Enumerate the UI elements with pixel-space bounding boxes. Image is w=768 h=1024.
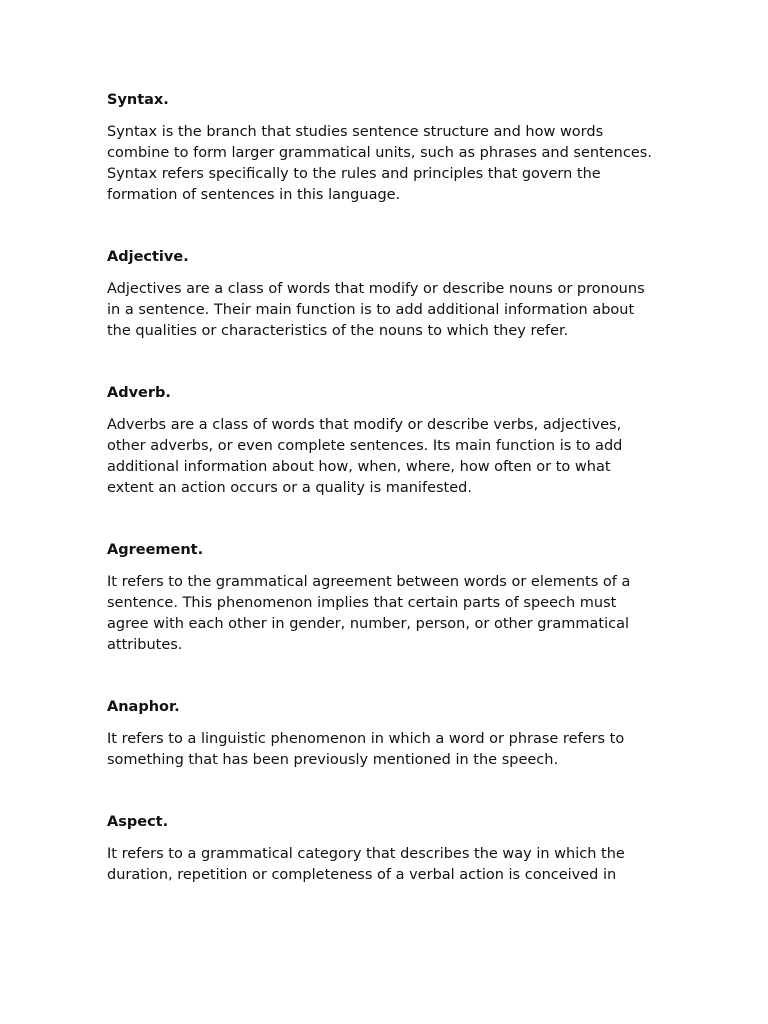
term-definition: Syntax is the branch that studies sentence structure and how words combine to form larger grammatical units, such as phrases and sentences. Syntax refers specifically to the rules and principles that govern the formation of sentences in this language. — [107, 124, 652, 203]
term-definition: It refers to a grammatical category that describes the way in which the duration, repetition or completeness of a verbal action is conceived in — [107, 846, 625, 883]
glossary-entry-anaphor — [107, 697, 657, 771]
glossary-entry-agreement — [107, 540, 657, 656]
term-heading: Adjective. — [107, 249, 189, 265]
glossary-entry-syntax — [107, 90, 657, 206]
glossary-entry-aspect — [107, 812, 657, 886]
term-heading: Aspect. — [107, 814, 169, 830]
term-definition: It refers to a linguistic phenomenon in which a word or phrase refers to something that has been previously mentioned in the speech. — [107, 731, 625, 768]
term-definition: Adverbs are a class of words that modify or describe verbs, adjectives, other adverbs, or even complete sentences. Its main function is to add additional information about how, when, where, how often or to what extent an action occurs or a quality is manifested. — [107, 417, 623, 496]
term-definition: It refers to the grammatical agreement between words or elements of a sentence. This phenomenon implies that certain parts of speech must agree with each other in gender, number, person, or other grammatical attributes. — [107, 574, 631, 653]
term-heading: Agreement. — [107, 542, 204, 558]
term-definition: Adjectives are a class of words that modify or describe nouns or pronouns in a sentence. Their main function is to add additional information about the qualities or characteristics of the nouns to which they refer. — [107, 281, 645, 339]
glossary-entry-adjective — [107, 247, 657, 342]
term-heading: Syntax. — [107, 92, 169, 108]
term-heading: Anaphor. — [107, 699, 180, 715]
term-heading: Adverb. — [107, 385, 171, 401]
glossary-entry-adverb — [107, 383, 657, 499]
glossary-page — [107, 90, 657, 927]
